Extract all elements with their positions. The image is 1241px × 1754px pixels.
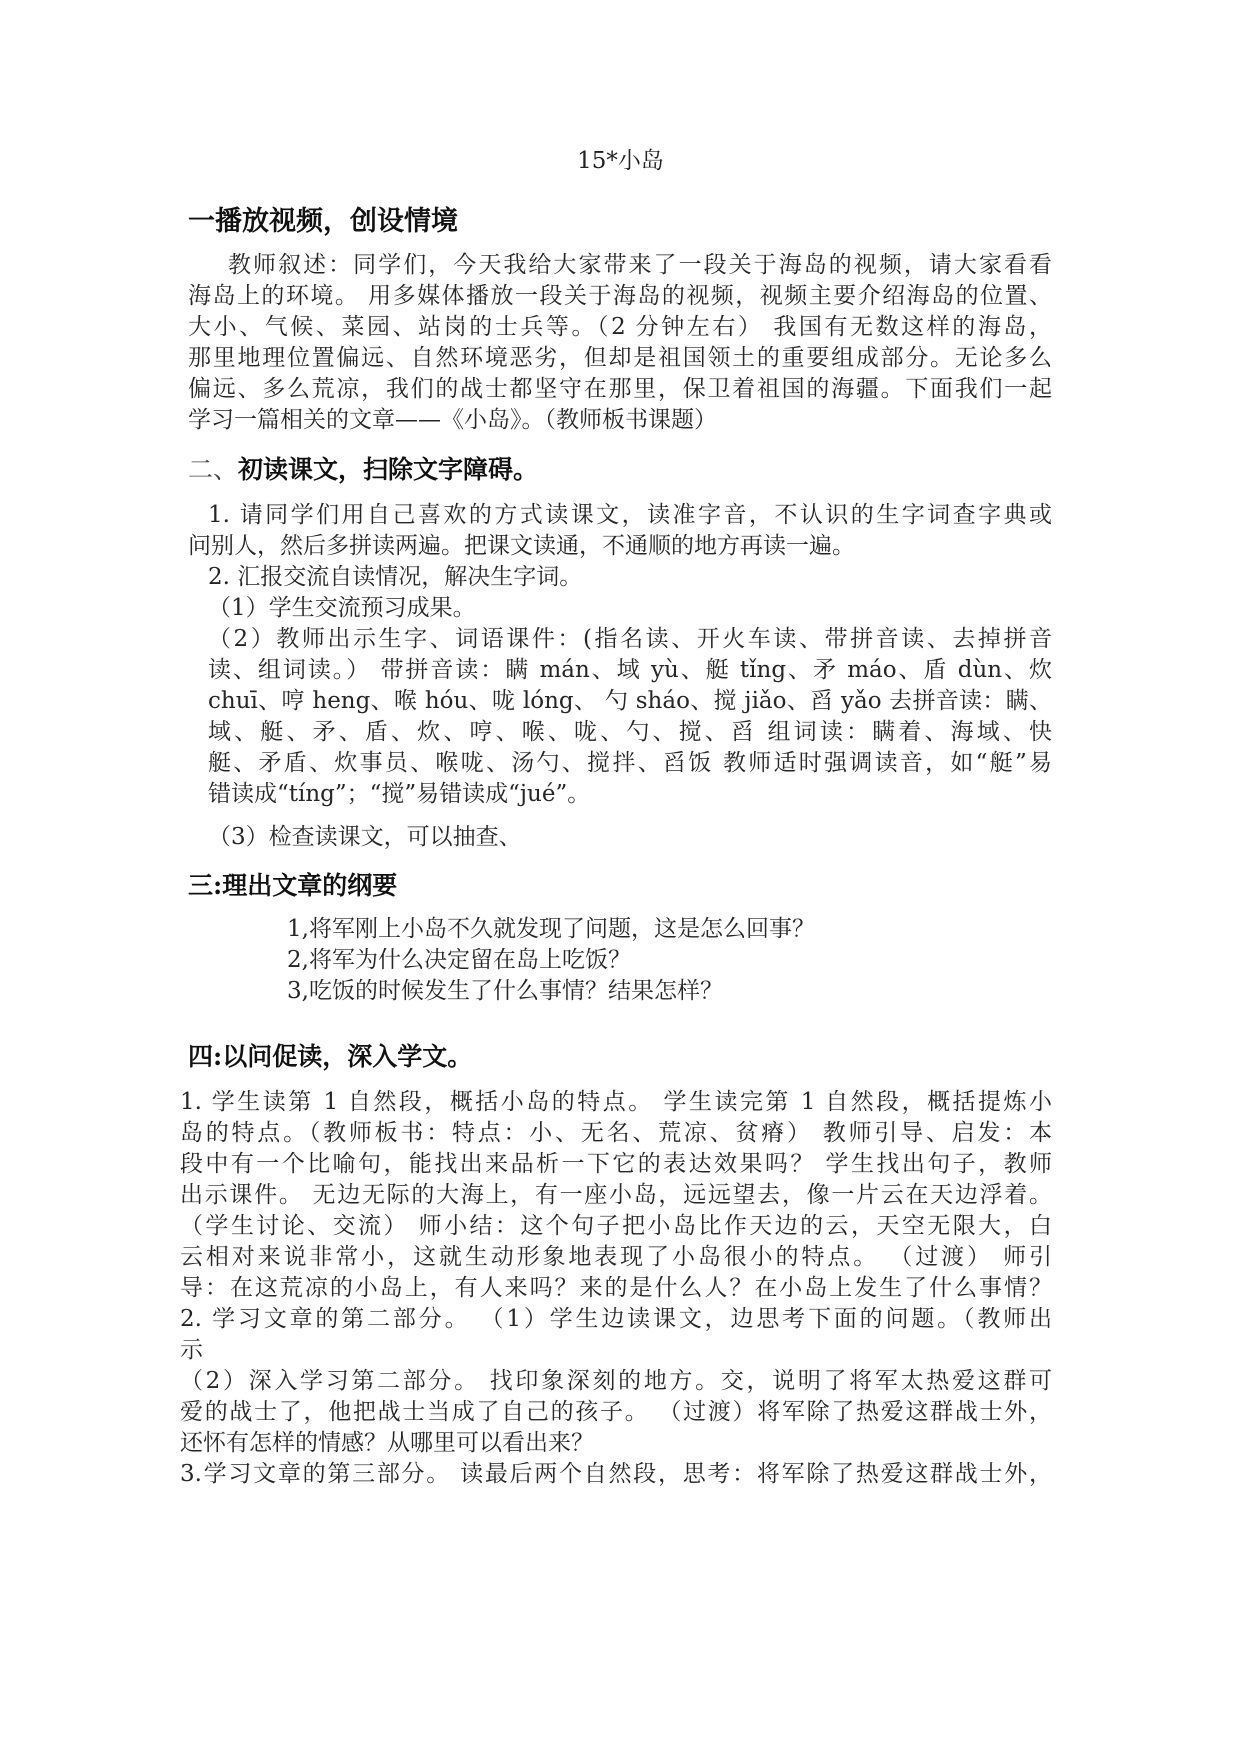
paragraph-line: 问别人，然后多拼读两遍。把课文读通，不通顺的地方再读一遍。 <box>188 533 855 559</box>
paragraph-line: 教师叙述：同学们，今天我给大家带来了一段关于海岛的视频，请大家看看 <box>228 252 1052 278</box>
paragraph-line: 2. 汇报交流自读情况，解决生字词。 <box>208 564 583 590</box>
section-heading: 四:以问促读，深入学文。 <box>188 1042 473 1071</box>
outline-list <box>287 914 1047 1007</box>
paragraph-line: 学习一篇相关的文章——《小岛》。（教师板书课题） <box>188 407 717 433</box>
section-heading-prefix: 二、 <box>188 455 239 484</box>
paragraph-line: chuī、哼 heng、喉 hóu、咙 lóng、 勺 sháo、搅 jiǎo、舀 yǎo 去拼音读：瞒、 <box>208 688 1052 714</box>
section-heading: 三:理出文章的纲要 <box>188 871 398 900</box>
section-heading: 一播放视频，创设情境 <box>188 206 458 237</box>
paragraph-line: 1. 请同学们用自己喜欢的方式读课文，读准字音，不认识的生字词查字典或 <box>208 502 1052 528</box>
paragraph-line: 1. 学生读第 1 自然段，概括小岛的特点。 学生读完第 1 自然段，概括提炼小 <box>180 1089 1052 1115</box>
paragraph-line: 还怀有怎样的情感？从哪里可以看出来？ <box>180 1430 594 1456</box>
outline-question: 1,将军刚上小岛不久就发现了问题，这是怎么回事？ <box>287 916 815 942</box>
section-paragraph <box>188 500 1052 853</box>
paragraph-line: （2）教师出示生字、词语课件：(指名读、开火车读、带拼音读、去掉拼音 <box>208 626 1052 652</box>
paragraph-line: 示 <box>180 1337 203 1363</box>
paragraph-line: 读、组词读。） 带拼音读：瞒 mán、域 yù、艇 tǐng、矛 máo、盾 dùn、炊 <box>208 657 1052 683</box>
paragraph-line: 错读成“tíng”；“搅”易错读成“jué”。 <box>208 781 591 807</box>
section-heading-text: 初读课文，扫除文字障碍。 <box>238 455 539 484</box>
paragraph-line: 导：在这荒凉的小岛上，有人来吗？来的是什么人？在小岛上发生了什么事情？ <box>180 1275 1052 1301</box>
paragraph-line: 出示课件。 无边无际的大海上，有一座小岛，远远望去，像一片云在天边浮着。 <box>180 1182 1052 1208</box>
paragraph-line: 3.学习文章的第三部分。 读最后两个自然段，思考：将军除了热爱这群战士外， <box>180 1461 1052 1487</box>
paragraph-line: 域、艇、矛、盾、炊、哼、喉、咙、勺、搅、舀 组词读：瞒着、海域、快 <box>208 719 1052 745</box>
paragraph-line: 岛的特点。（教师板书：特点：小、无名、荒凉、贫瘠） 教师引导、启发：本 <box>180 1120 1052 1146</box>
paragraph-line: （1）学生交流预习成果。 <box>208 595 476 621</box>
outline-question: 2,将军为什么决定留在岛上吃饭？ <box>287 947 631 973</box>
paragraph-line: 爱的战士了，他把战士当成了自己的孩子。 （过渡）将军除了热爱这群战士外， <box>180 1399 1052 1425</box>
paragraph-line: 艇、矛盾、炊事员、喉咙、汤勺、搅拌、舀饭 教师适时强调读音，如“艇”易 <box>208 750 1052 776</box>
paragraph-line: 偏远、多么荒凉，我们的战士都坚守在那里，保卫着祖国的海疆。下面我们一起 <box>188 376 1052 402</box>
paragraph-line: 2. 学习文章的第二部分。 （1）学生边读课文，边思考下面的问题。（教师出 <box>180 1306 1052 1332</box>
outline-question: 3,吃饭的时候发生了什么事情？结果怎样？ <box>287 978 723 1004</box>
paragraph-line: （学生讨论、交流） 师小结：这个句子把小岛比作天边的云，天空无限大，白 <box>180 1213 1052 1239</box>
paragraph-line: 云相对来说非常小，这就生动形象地表现了小岛很小的特点。 （过渡） 师引 <box>180 1244 1052 1270</box>
section-paragraph <box>188 250 1052 436</box>
document-title: 15*小岛 <box>577 148 664 174</box>
paragraph-line: 那里地理位置偏远、自然环境恶劣，但却是祖国领土的重要组成部分。无论多么 <box>188 345 1052 371</box>
paragraph-line: 海岛上的环境。 用多媒体播放一段关于海岛的视频，视频主要介绍海岛的位置、 <box>188 283 1052 309</box>
paragraph-line: 段中有一个比喻句，能找出来品析一下它的表达效果吗？ 学生找出句子，教师 <box>180 1151 1052 1177</box>
paragraph-line: 大小、气候、菜园、站岗的士兵等。（2 分钟左右） 我国有无数这样的海岛， <box>188 314 1052 340</box>
paragraph-line: （3）检查读课文，可以抽查、 <box>208 824 522 850</box>
paragraph-line: （2）深入学习第二部分。 找印象深刻的地方。交，说明了将军太热爱这群可 <box>180 1368 1052 1394</box>
section-heading <box>188 450 538 490</box>
section-paragraph <box>180 1087 1052 1490</box>
